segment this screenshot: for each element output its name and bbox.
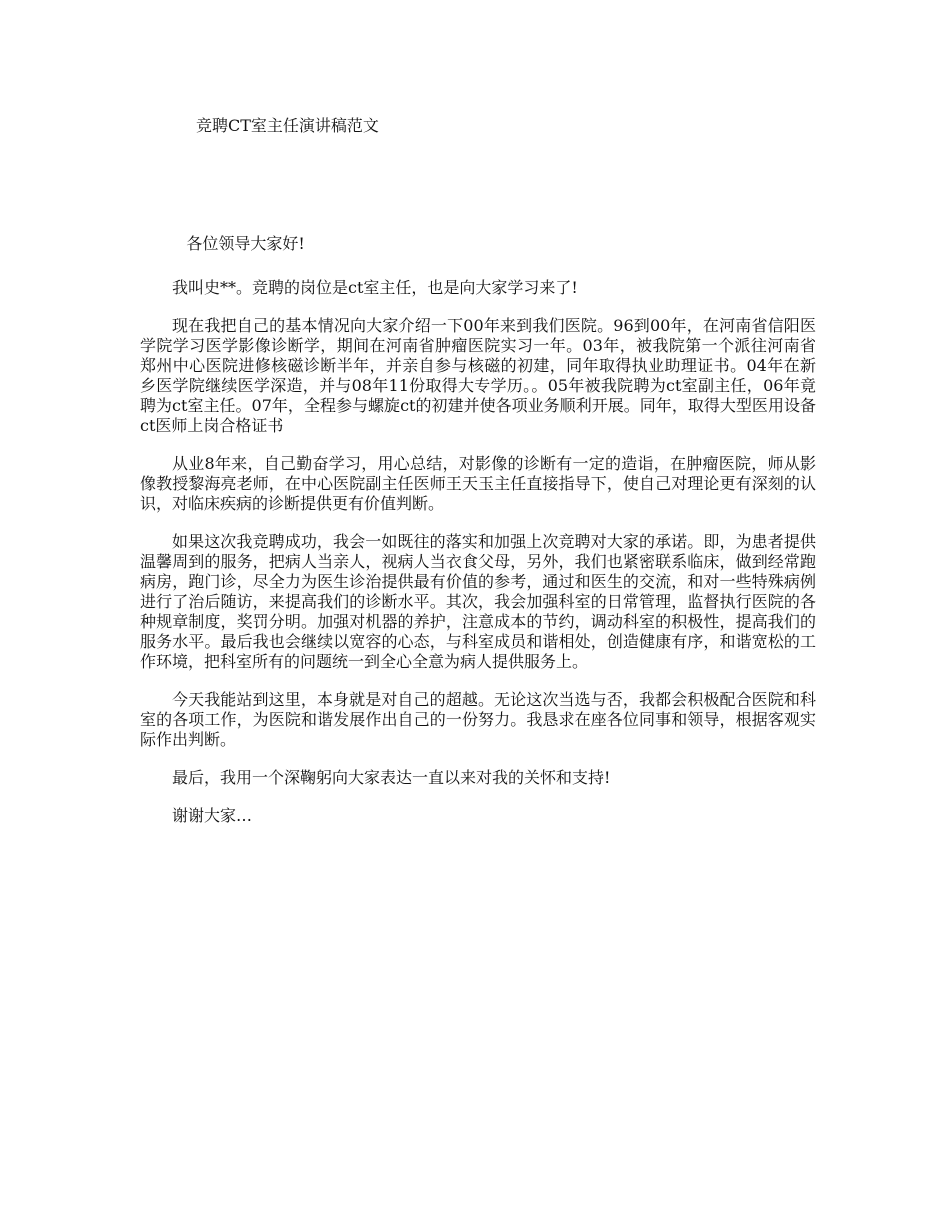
paragraph-gratitude: 最后，我用一个深鞠躬向大家表达一直以来对我的关怀和支持! — [172, 768, 611, 787]
paragraph-experience: 从业8年来，自己勤奋学习，用心总结，对影像的诊断有一定的造诣，在肿瘤医院，师从影像教授黎海亮老师，在中心医院副主任医师王天玉主任直接指导下，使自己对理论更有深刻的认识，对临床疾病的诊断提供更有价值判断。 — [140, 454, 816, 513]
document-title: 竞聘CT室主任演讲稿范文 — [196, 116, 379, 135]
paragraph-closing: 谢谢大家… — [172, 806, 253, 825]
document-body — [140, 234, 816, 844]
paragraph-commitments: 如果这次我竞聘成功，我会一如既往的落实和加强上次竞聘对大家的承诺。即，为患者提供温馨周到的服务，把病人当亲人，视病人当衣食父母，另外，我们也紧密联系临床，做到经常跑病房，跑门诊，尽全力为医生诊治提供最有价值的参考，通过和医生的交流，和对一些特殊病例进行了治后随访，来提高我们的诊断水平。其次，我会加强科室的日常管理，监督执行医院的各种规章制度，奖罚分明。加强对机器的养护，注意成本的节约，调动科室的积极性，提高我们的服务水平。最后我也会继续以宽容的心态，与科室成员和谐相处，创造健康有序，和谐宽松的工作环境，把科室所有的问题统一到全心全意为病人提供服务上。 — [140, 532, 816, 671]
paragraph-introduction: 我叫史**。竞聘的岗位是ct室主任，也是向大家学习来了! — [172, 278, 578, 297]
paragraph-greeting: 各位领导大家好! — [186, 234, 305, 253]
paragraph-background: 现在我把自己的基本情况向大家介绍一下00年来到我们医院。96到00年，在河南省信阳医学院学习医学影像诊断学，期间在河南省肿瘤医院实习一年。03年，被我院第一个派往河南省郑州中心医院进修核磁诊断半年，并亲自参与核磁的初建，同年取得执业助理证书。04年在新乡医学院继续医学深造，并与08年11份取得大专学历。。05年被我院聘为ct室副主任，06年竟聘为ct室主任。07年，全程参与螺旋ct的初建并使各项业务顺利开展。同年，取得大型医用设备ct医师上岗合格证书 — [140, 316, 816, 435]
paragraph-aspiration: 今天我能站到这里，本身就是对自己的超越。无论这次当选与否，我都会积极配合医院和科室的各项工作，为医院和谐发展作出自己的一份努力。我恳求在座各位同事和领导，根据客观实际作出判断。 — [140, 690, 816, 749]
